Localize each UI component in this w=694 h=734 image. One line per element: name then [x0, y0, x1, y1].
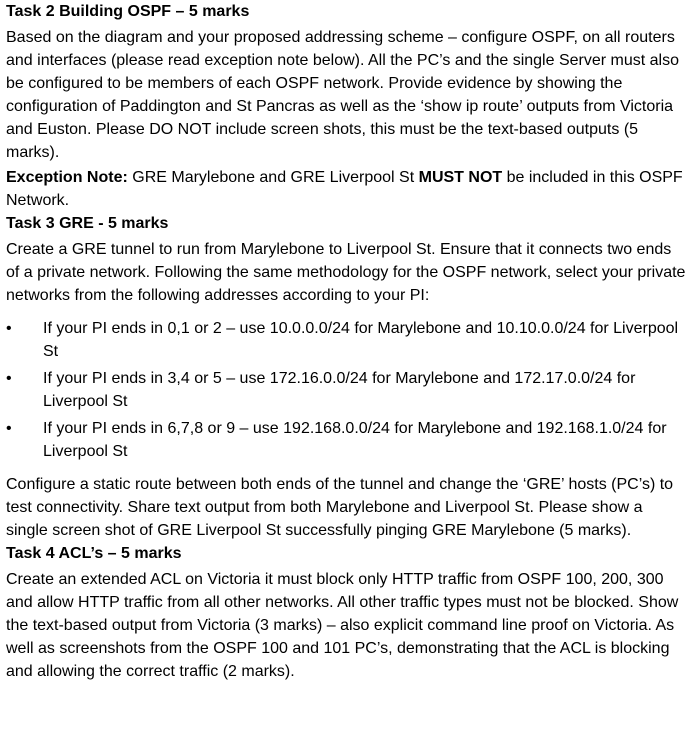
list-item-text: If your PI ends in 3,4 or 5 – use 172.16.0.0/24 for Marylebone and 172.17.0.0/24 for Liverpool St: [43, 370, 636, 410]
task3-body: Create a GRE tunnel to run from Marylebone to Liverpool St. Ensure that it connects two ends of a private network. Following the same methodology for the OSPF network, select your private networks from the following addresses according to your PI:: [6, 241, 686, 304]
bullet-icon: •: [6, 370, 12, 387]
exception-label: Exception Note:: [6, 169, 128, 186]
exception-must-not: MUST NOT: [418, 169, 503, 186]
pi-address-list: [6, 317, 688, 463]
bullet-icon: •: [6, 420, 12, 437]
exception-text-2: be included in this OSPF Network.: [6, 169, 683, 209]
task4-body: Create an extended ACL on Victoria it must block only HTTP traffic from OSPF 100, 200, 300 and allow HTTP traffic from all other networks. All other traffic types must not be blocked. Show the text-based output from Victoria (3 marks) – also explicit command line proof on Victoria. As well as screenshots from the OSPF 100 and 101 PC’s, demonstrating that the ACL is blocking and allowing the correct traffic (2 marks).: [6, 571, 679, 680]
task2-heading: Task 2 Building OSPF – 5 marks: [6, 3, 250, 20]
task3-closing: Configure a static route between both ends of the tunnel and change the ‘GRE’ hosts (PC’s) to test connectivity. Share text output from both Marylebone and Liverpool St. Please show a single screen shot of GRE Liverpool St successfully pinging GRE Marylebone (5 marks).: [6, 476, 674, 539]
task3-heading: Task 3 GRE - 5 marks: [6, 215, 169, 232]
list-item-text: If your PI ends in 0,1 or 2 – use 10.0.0.0/24 for Marylebone and 10.10.0.0/24 for Liverpool St: [43, 320, 679, 360]
bullet-icon: •: [6, 320, 12, 337]
task2-exception-note: [6, 166, 688, 212]
list-item: [6, 417, 688, 463]
list-item-text: If your PI ends in 6,7,8 or 9 – use 192.168.0.0/24 for Marylebone and 192.168.1.0/24 for Liverpool St: [43, 420, 667, 460]
exception-text-1: GRE Marylebone and GRE Liverpool St: [127, 169, 419, 186]
task2-body: Based on the diagram and your proposed addressing scheme – configure OSPF, on all routers and interfaces (please read exception note below). All the PC’s and the single Server must also be configured to be members of each OSPF network. Provide evidence by showing the configuration of Paddington and St Pancras as well as the ‘show ip route’ outputs from Victoria and Euston. Please DO NOT include screen shots, this must be the text-based outputs (5 marks).: [6, 29, 679, 161]
list-item: [6, 317, 688, 363]
task4-heading: Task 4 ACL’s – 5 marks: [6, 545, 182, 562]
list-item: [6, 367, 688, 413]
